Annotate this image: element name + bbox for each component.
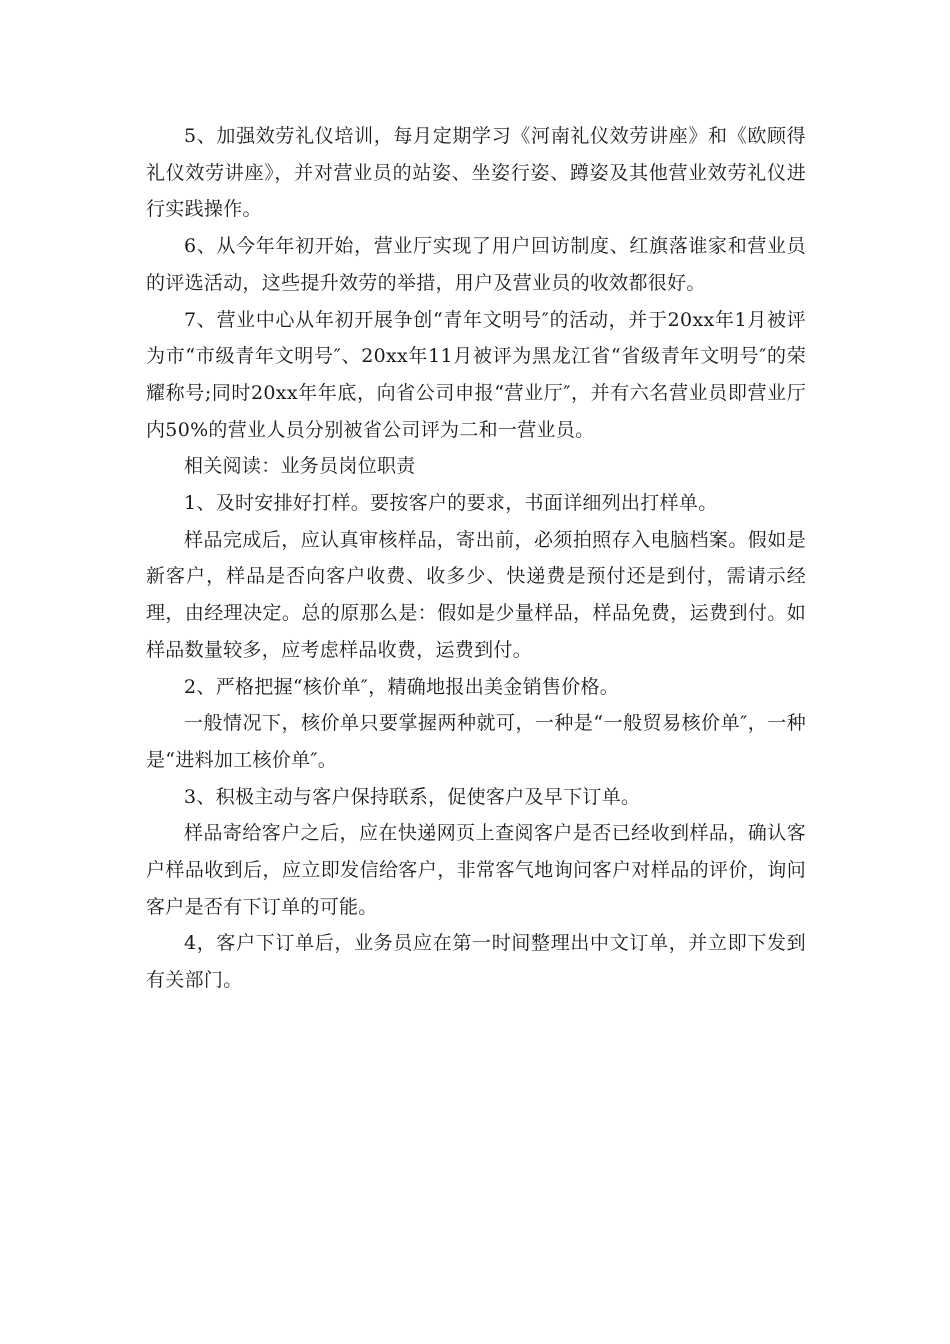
paragraph-item-7-youth-civilization: 7、营业中心从年初开展争创“青年文明号″的活动，并于20xx年1月被评为市“市级青年文明号″、20xx年11月被评为黑龙江省“省级青年文明号″的荣耀称号;同时20xx年年底，向省公司申报“营业厅″，并有六名营业员即营业厅内50%的营业人员分别被省公司评为二和一营业员。 <box>146 308 806 441</box>
paragraph-item-5-etiquette-training: 5、加强效劳礼仪培训，每月定期学习《河南礼仪效劳讲座》和《欧顾得礼仪效劳讲座》，并对营业员的站姿、坐姿行姿、蹲姿及其他营业效劳礼仪进行实践操作。 <box>146 125 806 221</box>
paragraph-item-6-customer-callback: 6、从今年年初开始，营业厅实现了用户回访制度、红旗落谁家和营业员的评选活动，这些提升效劳的举措，用户及营业员的收效都很好。 <box>146 235 806 294</box>
duty-item-3-customer-contact: 3、积极主动与客户保持联系，促使客户及早下订单。 <box>184 785 641 808</box>
duty-3-detail-paragraph: 样品寄给客户之后，应在快递网页上查阅客户是否已经收到样品，确认客户样品收到后，应立即发信给客户，非常客气地询问客户对样品的评价，询问客户是否有下订单的可能。 <box>146 822 806 918</box>
related-reading-heading: 相关阅读：业务员岗位职责 <box>184 455 416 478</box>
duty-1-detail-paragraph: 样品完成后，应认真审核样品，寄出前，必须拍照存入电脑档案。假如是新客户，样品是否向客户收费、收多少、快递费是预付还是到付，需请示经理，由经理决定。总的原那么是：假如是少量样品，样品免费，运费到付。如样品数量较多，应考虑样品收费，运费到付。 <box>146 528 806 661</box>
duty-item-4-order-processing: 4，客户下订单后，业务员应在第一时间整理出中文订单，并立即下发到有关部门。 <box>146 932 806 992</box>
document-body <box>146 118 806 999</box>
duty-2-detail-paragraph: 一般情况下，核价单只要掌握两种就可，一种是“一般贸易核价单″，一种是“进料加工核价单″。 <box>146 712 806 771</box>
duty-item-1-sampling: 1、及时安排好打样。要按客户的要求，书面详细列出打样单。 <box>184 492 718 515</box>
duty-item-2-pricing-sheet: 2、严格把握“核价单″，精确地报出美金销售价格。 <box>184 675 620 698</box>
